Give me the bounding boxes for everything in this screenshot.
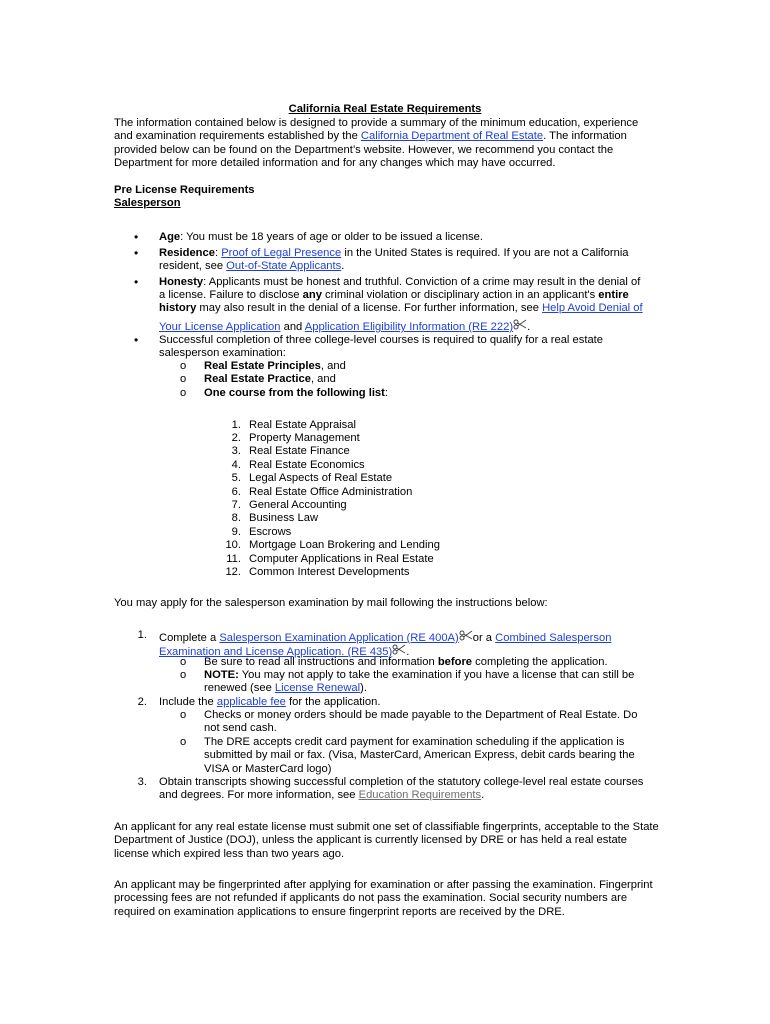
list-number: 3. [231,445,241,457]
list-item: Common Interest Developments [249,566,410,578]
note-text: renewed (see [204,682,275,694]
course-req-principles [204,360,659,373]
bullet-honesty [159,276,659,289]
sub-bullet-glyph: o [180,736,187,748]
fingerprint-timing-paragraph: An applicant may be fingerprinted after applying for examination or after passing the examination. Fingerprint processing fees are not refunded if applicants do not pass the examination. Social security numbers are required on examination applications to ensure fingerprint reports are received by the DRE. [114,879,653,918]
list-item: Real Estate Office Administration [249,486,413,498]
step-3-line2 [159,789,659,802]
residence-text: : [214,247,222,259]
list-number: 2. [231,432,241,444]
honesty-emphasis: history [159,302,197,314]
step-text: Complete a [159,632,220,644]
honesty-text: . [527,321,531,333]
honesty-emphasis: any [302,289,322,301]
bullet-honesty-line3 [159,302,659,315]
note-text: Be sure to read all instructions and information [204,656,438,668]
note-text: completing the application. [472,656,608,668]
sub-bullet-glyph: o [180,373,187,385]
sub-bullet-glyph: o [180,360,187,372]
pdf-scissors-icon[interactable] [392,643,406,655]
step-text: and degrees. For more information, see [159,789,359,801]
course-req-rest: , and [310,373,336,385]
list-item: Real Estate Appraisal [249,419,356,431]
course-req-bold: Real Estate Principles [204,360,321,372]
step-2-note-credit: The DRE accepts credit card payment for examination scheduling if the application is [204,736,625,748]
proof-legal-presence-link[interactable]: Proof of Legal Presence [221,247,342,259]
age-label: Age [159,231,181,243]
list-number: 4. [231,459,241,471]
step-2-note-credit-line3: VISA or MasterCard logo) [204,763,332,775]
list-item: Real Estate Economics [249,459,365,471]
list-number: 5. [231,472,241,484]
sub-bullet-glyph: o [180,709,187,721]
honesty-text: criminal violation or disciplinary action in an applicant's [321,289,599,301]
step-text: or a [472,632,496,644]
residence-text: resident, see [159,260,227,272]
bullet-residence-line2 [159,260,659,273]
honesty-emphasis: entire [598,289,629,301]
bullet-courses: Successful completion of three college-level courses is required to qualify for a real estate [159,334,603,346]
license-renewal-link[interactable]: License Renewal [274,682,361,694]
education-requirements-link[interactable]: Education Requirements [358,789,482,801]
list-number: 1. [231,419,241,431]
bullet-glyph: • [134,333,139,347]
course-req-rest: , and [320,360,346,372]
step-1-note-read [204,656,659,669]
course-req-rest: : [384,387,388,399]
bullet-glyph: • [134,246,139,260]
help-avoid-denial-link[interactable]: Your License Application [159,321,281,333]
step-number: 3. [137,776,147,788]
bullet-age [159,231,659,244]
honesty-label: Honesty [159,276,204,288]
list-item: Legal Aspects of Real Estate [249,472,393,484]
pdf-scissors-icon[interactable] [513,318,527,330]
sub-bullet-glyph: o [180,669,187,681]
list-number: 12. [225,566,241,578]
honesty-text: may also result in the denial of a license. For further information, see [196,302,543,314]
step-2-note-credit-line2: submitted by mail or fax. (Visa, MasterCard, American Express, debit cards bearing the [204,749,635,761]
honesty-text: a license. Failure to disclose [159,289,303,301]
bullet-glyph: • [134,275,139,289]
applicable-fee-link[interactable]: applicable fee [216,696,286,708]
bullet-honesty-line2 [159,289,659,302]
course-req-bold: One course from the following list [204,387,385,399]
page-title: California Real Estate Requirements [288,103,482,115]
step-3: Obtain transcripts showing successful completion of the statutory college-level real estate courses [159,776,644,788]
age-text: : You must be 18 years of age or older to be issued a license. [180,231,484,243]
step-2 [159,696,659,709]
residence-text: in the United States is required. If you are not a California [341,247,629,259]
bullet-honesty-line4 [159,318,659,334]
list-number: 7. [231,499,241,511]
help-avoid-denial-link[interactable]: Help Avoid Denial of [542,302,643,314]
step-number: 2. [137,696,147,708]
intro-paragraph [114,117,659,171]
re435-link[interactable]: Examination and License Application. (RE 435) [159,646,393,658]
sub-bullet-glyph: o [180,656,187,668]
step-1-note-renew [204,669,659,682]
fingerprint-paragraph: An applicant for any real estate license must submit one set of classifiable fingerprints, acceptable to the State Department of Justice (DOJ), unless the applicant is currently licensed by DRE or has held a real estate license which expired less than two years ago. [114,821,659,860]
residence-text: . [341,260,345,272]
bullet-courses-line2: salesperson examination: [159,347,286,359]
apply-instructions: You may apply for the salesperson examination by mail following the instructions below: [114,597,548,609]
subsection-heading: Salesperson [114,197,181,209]
intro-text-cont: . The information provided below can be found on the Department’s website. However, we recommend you contact the Department for more detailed information and for any changes which may have occurred. [114,130,627,170]
step-number: 1. [137,629,147,641]
list-item: Computer Applications in Real Estate [249,553,434,565]
course-req-practice [204,373,659,386]
honesty-text: : Applicants must be honest and truthful. Conviction of a crime may result in the denial of [203,276,641,288]
bullet-glyph: • [134,230,139,244]
step-text: . [406,646,410,658]
out-of-state-applicants-link[interactable]: Out-of-State Applicants [226,260,342,272]
re435-link[interactable]: Combined Salesperson [495,632,612,644]
step-text: . [481,789,485,801]
note-emphasis: before [437,656,473,668]
list-item: Escrows [249,526,292,538]
course-req-elective [204,387,659,400]
step-2-note-checks: Checks or money orders should be made payable to the Department of Real Estate. Do [204,709,638,721]
list-number: 8. [231,512,241,524]
sub-bullet-glyph: o [180,387,187,399]
intro-text: The information contained below is designed to provide a summary of the minimum education, experience and examination requirements established by the [114,117,639,143]
list-item: Property Management [249,432,360,444]
re400a-link[interactable]: Salesperson Examination Application (RE 400A) [219,632,459,644]
course-req-bold: Real Estate Practice [204,373,311,385]
note-text: ). [360,682,367,694]
residence-label: Residence [159,247,215,259]
list-number: 11. [226,553,241,565]
dre-link[interactable]: California Department of Real Estate [360,130,544,143]
list-number: 6. [231,486,241,498]
step-text: Include the [159,696,217,708]
section-heading: Pre License Requirements [114,184,255,196]
list-number: 9. [231,526,241,538]
list-item: Real Estate Finance [249,445,350,457]
note-emphasis: NOTE: [204,669,239,681]
step-text: for the application. [285,696,381,708]
step-2-note-checks-line2: not send cash. [204,722,277,734]
pdf-scissors-icon[interactable] [459,629,473,641]
step-1-note-renew-line2 [204,682,659,695]
note-text: You may not apply to take the examination if you have a license that can still be [238,669,635,681]
list-item: Business Law [249,512,319,524]
bullet-residence [159,247,659,260]
list-item: General Accounting [249,499,347,511]
list-item: Mortgage Loan Brokering and Lending [249,539,440,551]
list-number: 10. [225,539,241,551]
eligibility-info-link[interactable]: Application Eligibility Information (RE 222) [304,321,514,333]
honesty-text: and [280,321,305,333]
